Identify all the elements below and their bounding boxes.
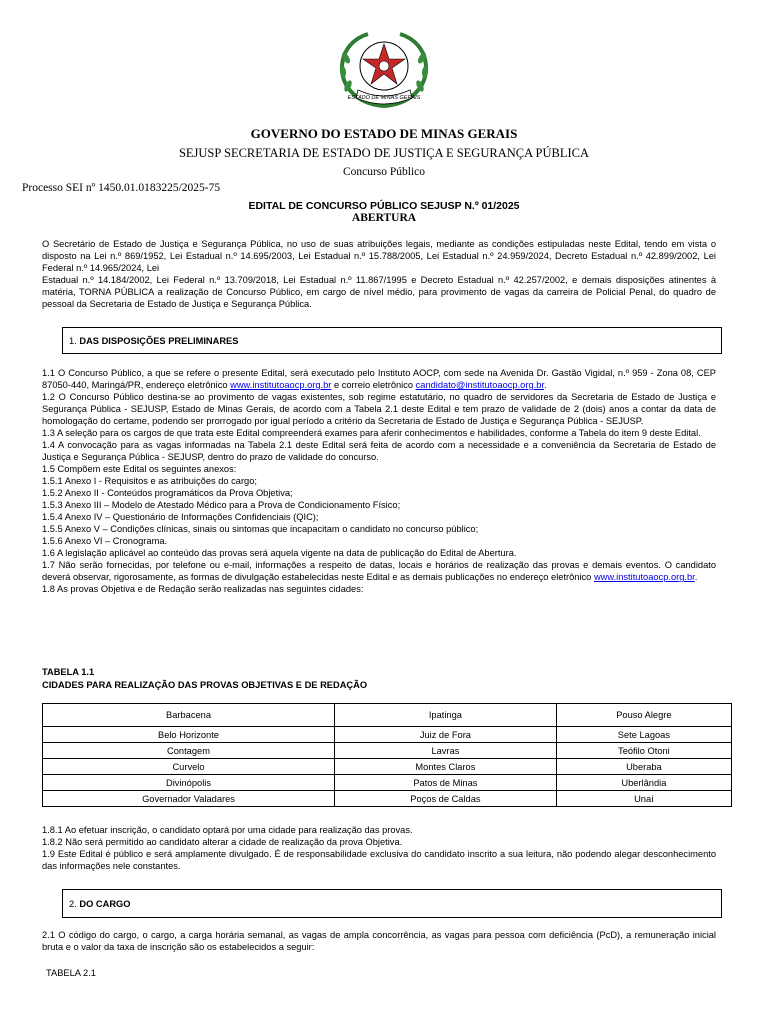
table-cell: Montes Claros xyxy=(335,759,557,775)
table-cell: Patos de Minas xyxy=(335,775,557,791)
item-1-5: 1.5 Compõem este Edital os seguintes anexos: xyxy=(42,464,237,474)
table-row xyxy=(43,759,732,775)
edital-title: EDITAL DE CONCURSO PÚBLICO SEJUSP N.º 01/2025 xyxy=(248,200,520,212)
item-1-5-1: 1.5.1 Anexo I - Requisitos e as atribuições do cargo; xyxy=(42,476,257,486)
section-2-number: 2. xyxy=(69,899,77,909)
section-2-title: DO CARGO xyxy=(79,899,131,909)
table-cell: Curvelo xyxy=(43,759,335,775)
item-1-1: 1.1 O Concurso Público, a que se refere o presente Edital, será executado pelo Instituto AOCP, com sede na Avenida Dr. Gastão Vigidal, n.º 959 - Zona 08, CEP 87050-440, Maringá/PR, endereço eletrônico www.institutoaocp.org.br e correio eletrônico candidato@institutoaocp.org.br. xyxy=(42,368,716,390)
section-1-items xyxy=(42,367,716,595)
government-heading: GOVERNO DO ESTADO DE MINAS GERAIS xyxy=(250,126,518,141)
table-1-1-label: TABELA 1.1 xyxy=(42,667,95,677)
section-1-heading xyxy=(62,327,722,354)
table-cell: Ipatinga xyxy=(335,704,557,727)
state-coat-of-arms xyxy=(328,28,440,112)
edital-subtitle: ABERTURA xyxy=(351,212,417,224)
institute-website-link-2[interactable]: www.institutoaocp.org.br xyxy=(593,572,695,582)
item-1-8-1: 1.8.1 Ao efetuar inscrição, o candidato optará por uma cidade para realização das provas. xyxy=(42,825,413,835)
item-2-1: 2.1 O código do cargo, o cargo, a carga horária semanal, as vagas de ampla concorrência, as vagas para pessoa com deficiência (PcD), a remuneração inicial bruta e o valor da taxa de inscrição são os estabelecidos a seguir: xyxy=(42,930,716,952)
table-row xyxy=(43,791,732,807)
item-1-5-5: 1.5.5 Anexo V – Condições clínicas, sinais ou sintomas que incapacitam o candidato no concurso público; xyxy=(42,524,479,534)
table-2-1-label: TABELA 2.1 xyxy=(46,968,96,978)
intro-text-2: Estadual n.º 14.184/2002, Lei Federal n.º 13.709/2018, Lei Estadual n.º 11.867/1995 e Decreto Estadual n.º 42.257/2002, e demais disposições atinentes à matéria, TORNA PÚBLICA a realização de Concurso Público, em cargo de nível médio, para provimento de vagas da carreira de Policial Penal, do quadro de pessoal da Secretaria de Estado de Justiça e Segurança Pública. xyxy=(42,275,716,309)
item-1-3: 1.3 A seleção para os cargos de que trata este Edital compreenderá exames para aferir conhecimentos e habilidades, conforme a Tabela do item 9 deste Edital. xyxy=(42,428,701,438)
section-1-number: 1. xyxy=(69,336,77,346)
table-row xyxy=(43,775,732,791)
item-1-8: 1.8 As provas Objetiva e de Redação serão realizadas nas seguintes cidades: xyxy=(42,584,364,594)
secretariat-heading: SEJUSP SECRETARIA DE ESTADO DE JUSTIÇA E SEGURANÇA PÚBLICA xyxy=(178,146,590,160)
item-1-5-6: 1.5.6 Anexo VI – Cronograma. xyxy=(42,536,168,546)
table-cell: Divinópolis xyxy=(43,775,335,791)
intro-paragraph xyxy=(42,238,716,310)
table-cell: Governador Valadares xyxy=(43,791,335,807)
table-cell: Teófilo Otoni xyxy=(556,743,731,759)
table-cell: Uberlândia xyxy=(556,775,731,791)
table-cell: Sete Lagoas xyxy=(556,727,731,743)
item-1-5-2: 1.5.2 Anexo II - Conteúdos programáticos da Prova Objetiva; xyxy=(42,488,293,498)
table-1-1-title: CIDADES PARA REALIZAÇÃO DAS PROVAS OBJETIVAS E DE REDAÇÃO xyxy=(42,680,368,690)
table-cell: Unaí xyxy=(556,791,731,807)
seal-ribbon-text: ESTADO DE MINAS GERAIS xyxy=(347,95,421,101)
table-cell: Belo Horizonte xyxy=(43,727,335,743)
item-1-6: 1.6 A legislação aplicável ao conteúdo das provas será aquela vigente na data de publicação do Edital de Abertura. xyxy=(42,548,517,558)
table-cell: Uberaba xyxy=(556,759,731,775)
institute-website-link[interactable]: www.institutoaocp.org.br xyxy=(230,380,332,390)
table-row xyxy=(43,727,732,743)
section-1-title: DAS DISPOSIÇÕES PRELIMINARES xyxy=(79,336,239,346)
item-1-2: 1.2 O Concurso Público destina-se ao provimento de vagas existentes, sob regime estatutário, no quadro de servidores da Secretaria de Estado de Justiça e Segurança Pública - SEJUSP, Estado de Minas Gerais, de acordo com a Tabela 2.1 deste Edital e tem prazo de validade de 2 (dois) anos a contar da data de homologação do certame, podendo ser prorrogado por igual período a critério da Secretaria de Estado de Justiça e Segurança Pública - SEJUSP. xyxy=(42,392,716,426)
table-row xyxy=(43,743,732,759)
table-1-1-heading xyxy=(42,666,367,692)
item-1-9: 1.9 Este Edital é público e será amplamente divulgado. É de responsabilidade exclusiva do candidato inscrito a sua leitura, não podendo alegar desconhecimento das informações nele constantes. xyxy=(42,849,716,871)
item-1-5-3: 1.5.3 Anexo III – Modelo de Atestado Médico para a Prova de Condicionamento Físico; xyxy=(42,500,401,510)
table-cell: Poços de Caldas xyxy=(335,791,557,807)
section-2-items xyxy=(42,929,716,953)
item-1-8-2: 1.8.2 Não será permitido ao candidato alterar a cidade de realização da prova Objetiva. xyxy=(42,837,403,847)
candidate-email-link[interactable]: candidato@institutoaocp.org.br xyxy=(415,380,544,390)
table-row xyxy=(43,704,732,727)
item-1-5-4: 1.5.4 Anexo IV – Questionário de Informações Confidenciais (QIC); xyxy=(42,512,319,522)
section-2-heading xyxy=(62,889,722,918)
intro-text-1: O Secretário de Estado de Justiça e Segurança Pública, no uso de suas atribuições legais, mediante as condições estipuladas neste Edital, tendo em vista o disposto na Lei n.º 869/1952, Lei Estadual n.º 14.695/2003, Lei Estadual n.º 15.788/2005, Lei Estadual n.º 24.959/2024, Decreto Estadual n.º 42.899/2002, Lei Federal n.º 14.965/2024, Lei xyxy=(42,239,716,273)
cities-table xyxy=(42,703,732,807)
table-cell: Lavras xyxy=(335,743,557,759)
item-1-7: 1.7 Não serão fornecidas, por telefone ou e-mail, informações a respeito de datas, locais e horários de realização das provas e demais eventos. O candidato deverá observar, rigorosamente, as formas de divulgação estabelecidas neste Edital e as demais publicações no endereço eletrônico www.institutoaocp.org.br. xyxy=(42,560,716,582)
contest-heading: Concurso Público xyxy=(342,166,426,178)
table-cell: Pouso Alegre xyxy=(556,704,731,727)
section-1-items-after-table xyxy=(42,824,716,872)
process-number: Processo SEI nº 1450.01.0183225/2025-75 xyxy=(22,182,221,194)
table-cell: Juiz de Fora xyxy=(335,727,557,743)
table-cell: Contagem xyxy=(43,743,335,759)
item-1-4: 1.4 A convocação para as vagas informadas na Tabela 2.1 deste Edital será feita de acordo com a necessidade e a conveniência da Secretaria de Estado de Justiça e Segurança Pública - SEJUSP, dentro do prazo de validade do concurso. xyxy=(42,440,716,462)
table-cell: Barbacena xyxy=(43,704,335,727)
